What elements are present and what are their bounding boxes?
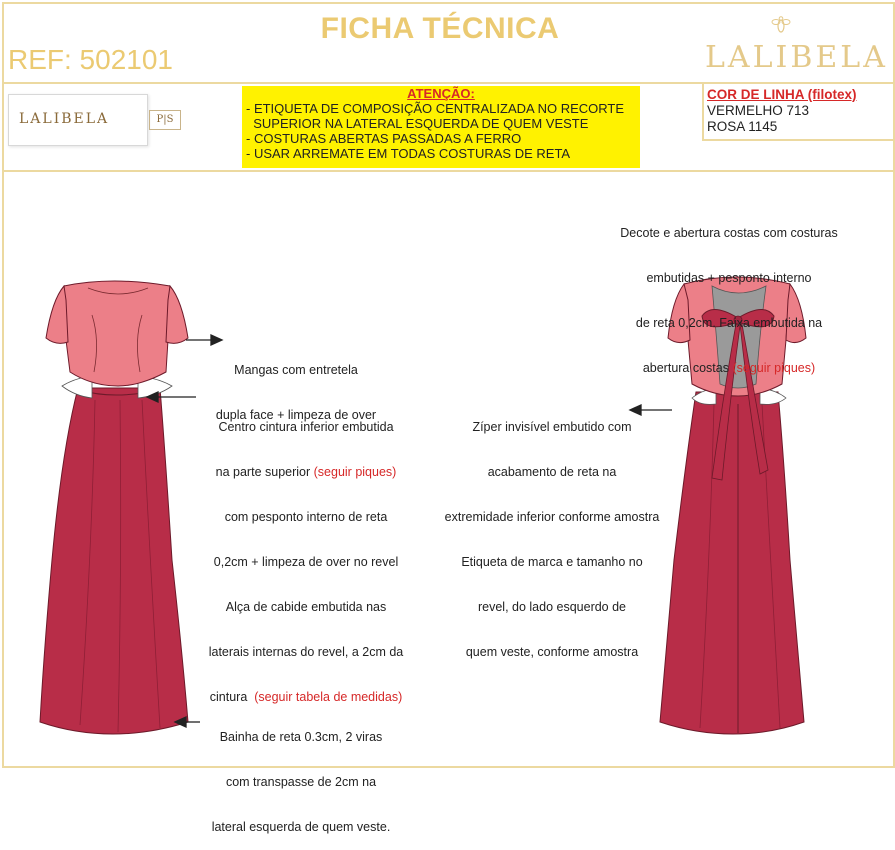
attention-line: - ETIQUETA DE COMPOSIÇÃO CENTRALIZADA NO RECORTE (246, 101, 625, 116)
front-sleeve-left (46, 286, 68, 343)
brand-logo: LALIBELA (705, 40, 888, 75)
note-zipper: Zíper invisível embutido com acabamento de reta na extremidade inferior conforme amostra Etiqueta de marca e tamanho no revel, do lado esquerdo de quem veste, conforme amostra (444, 420, 660, 659)
front-bodice (64, 281, 170, 386)
front-sleeve-right (166, 286, 188, 343)
front-dress (40, 281, 188, 734)
attention-line: - COSTURAS ABERTAS PASSADAS A FERRO (246, 131, 522, 146)
attention-heading: ATENÇÃO: (407, 86, 475, 101)
attention-line: SUPERIOR NA LATERAL ESQUERDA DE QUEM VESTE (246, 116, 589, 131)
note-hem: Bainha de reta 0.3cm, 2 viras com transpasse de 2cm na lateral esquerda de quem veste. (211, 730, 391, 834)
logo-ps-mark: P|S (149, 110, 181, 130)
note-sleeves: Mangas com entretela dupla face + limpeza de over (215, 363, 377, 422)
page-title: FICHA TÉCNICA (320, 12, 560, 45)
note-waist: Centro cintura inferior embutida na parte superior (seguir piques) com pesponto interno de reta 0,2cm + limpeza de over no revel Alça de cabide embutida nas laterais internas do revel, a 2cm da cintura (seguir tabela de medidas) (208, 420, 404, 704)
thread-color-heading: COR DE LINHA (filotex) (707, 87, 857, 102)
logo-text: LALIBELA (19, 111, 110, 127)
attention-line: - USAR ARREMATE EM TODAS COSTURAS DE RETA (246, 146, 571, 161)
reference-code: REF: 502101 (8, 44, 173, 75)
thread-color-item: ROSA 1145 (707, 119, 778, 134)
thread-color-item: VERMELHO 713 (707, 103, 810, 118)
front-skirt (40, 388, 188, 734)
note-neckline: Decote e abertura costas com costuras embutidas + pesponto interno de reta 0,2cm. Faixa embutida na abertura costas (seguir piques) (620, 226, 838, 375)
back-skirt (660, 392, 804, 734)
